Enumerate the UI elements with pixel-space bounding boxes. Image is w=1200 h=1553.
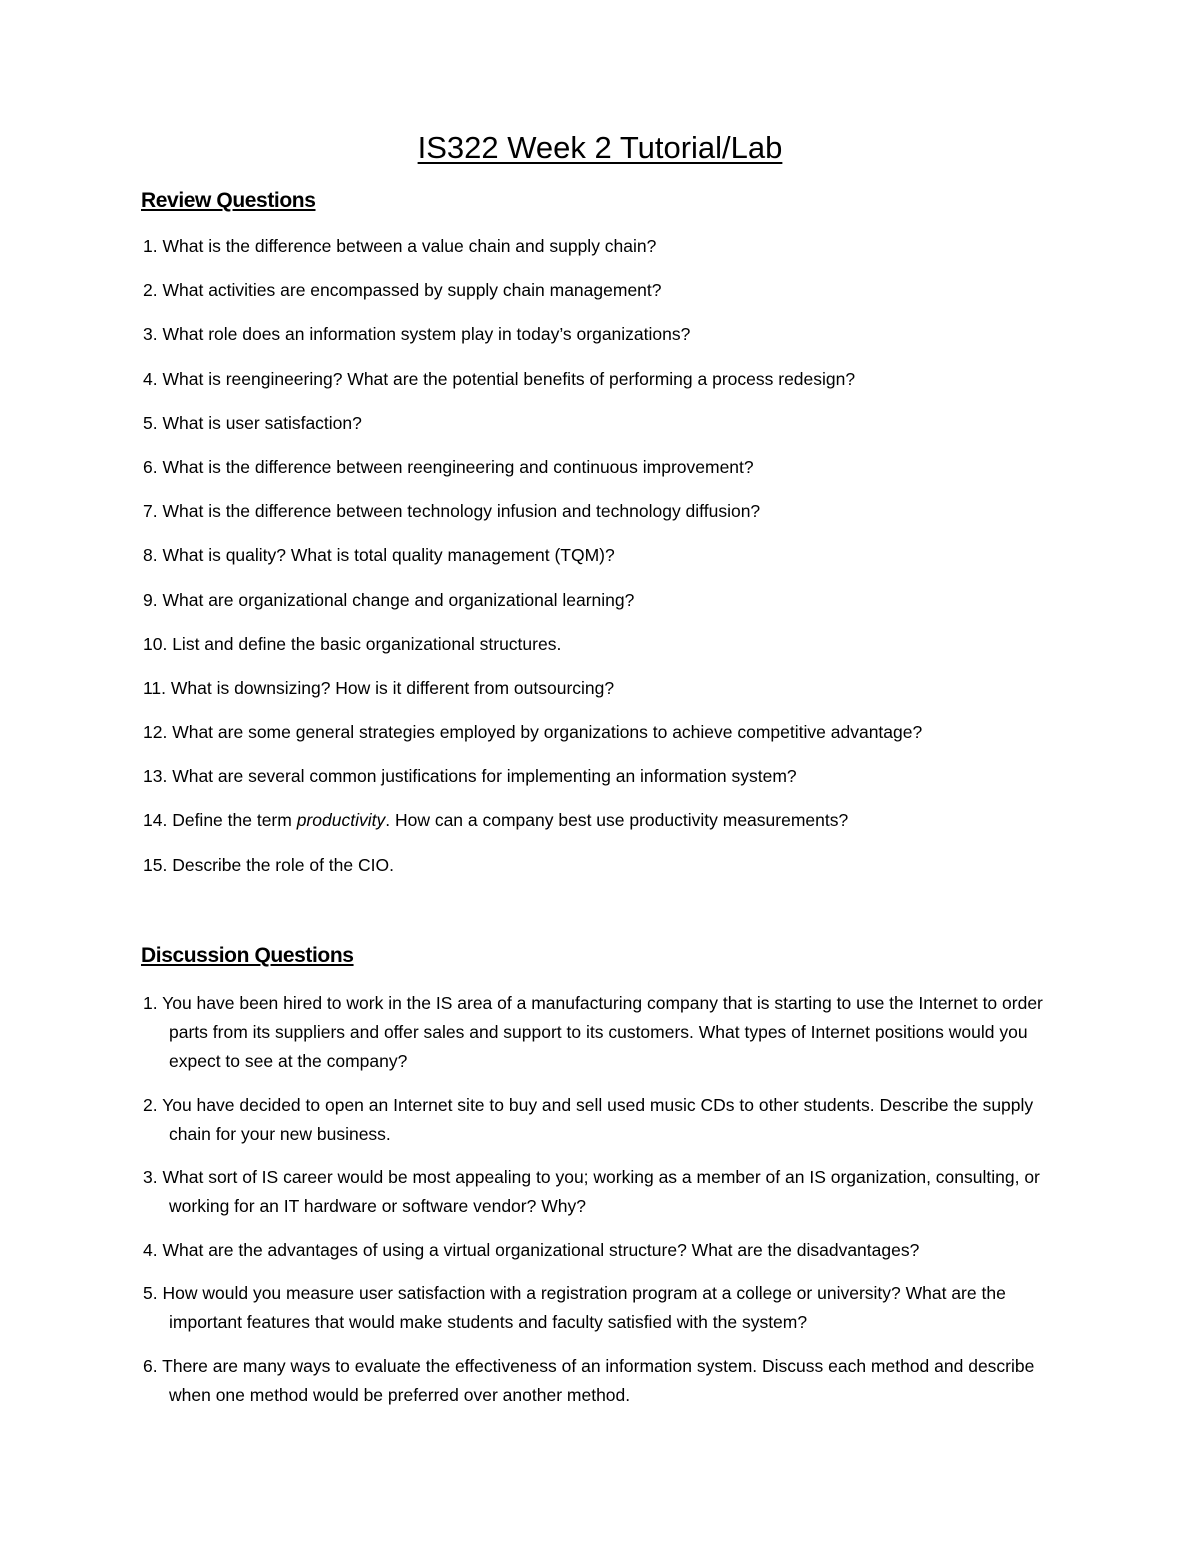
- review-question: 3. What role does an information system play in today’s organizations?: [143, 324, 691, 345]
- review-question: 14. Define the term productivity. How can a company best use productivity measurements?: [143, 810, 849, 831]
- review-question: 8. What is quality? What is total quality management (TQM)?: [143, 545, 615, 566]
- review-question: 1. What is the difference between a value chain and supply chain?: [143, 236, 657, 256]
- discussion-questions-list: [143, 989, 1073, 1424]
- discussion-question: 5. How would you measure user satisfaction with a registration program at a college or university? What are the important features that would make students and faculty satisfied with the system?: [143, 1283, 1006, 1332]
- discussion-questions-heading: Discussion Questions: [141, 944, 354, 967]
- emphasized-term: productivity: [296, 810, 386, 831]
- review-question: 9. What are organizational change and organizational learning?: [143, 589, 635, 610]
- review-question: 10. List and define the basic organizational structures.: [143, 633, 562, 654]
- review-questions-heading: Review Questions: [141, 189, 316, 212]
- review-question: 15. Describe the role of the CIO.: [143, 854, 394, 875]
- discussion-question: 6. There are many ways to evaluate the effectiveness of an information system. Discuss each method and describe when one method would be preferred over another method.: [143, 1355, 1035, 1405]
- document-title: IS322 Week 2 Tutorial/Lab: [417, 130, 783, 165]
- discussion-question: 1. You have been hired to work in the IS area of a manufacturing company that is starting to use the Internet to order parts from its suppliers and offer sales and support to its customers. What types of Internet positions would you expect to see at the company?: [143, 993, 1043, 1071]
- review-question: 5. What is user satisfaction?: [143, 412, 362, 433]
- review-question: 12. What are some general strategies employed by organizations to achieve competitive advantage?: [143, 722, 923, 743]
- review-question: 13. What are several common justifications for implementing an information system?: [143, 766, 797, 787]
- discussion-question: 4. What are the advantages of using a virtual organizational structure? What are the disadvantages?: [143, 1239, 920, 1260]
- review-question: 6. What is the difference between reengineering and continuous improvement?: [143, 456, 754, 477]
- review-question: 2. What activities are encompassed by supply chain management?: [143, 280, 662, 301]
- review-question: 11. What is downsizing? How is it different from outsourcing?: [143, 677, 615, 698]
- review-question: 7. What is the difference between technology infusion and technology diffusion?: [143, 501, 761, 522]
- review-questions-list: [143, 234, 1103, 897]
- review-question: 4. What is reengineering? What are the potential benefits of performing a process redesign?: [143, 368, 856, 389]
- discussion-question: 3. What sort of IS career would be most appealing to you; working as a member of an IS organization, consulting, or working for an IT hardware or software vendor? Why?: [143, 1167, 1040, 1216]
- discussion-question: 2. You have decided to open an Internet site to buy and sell used music CDs to other students. Describe the supply chain for your new business.: [143, 1094, 1034, 1144]
